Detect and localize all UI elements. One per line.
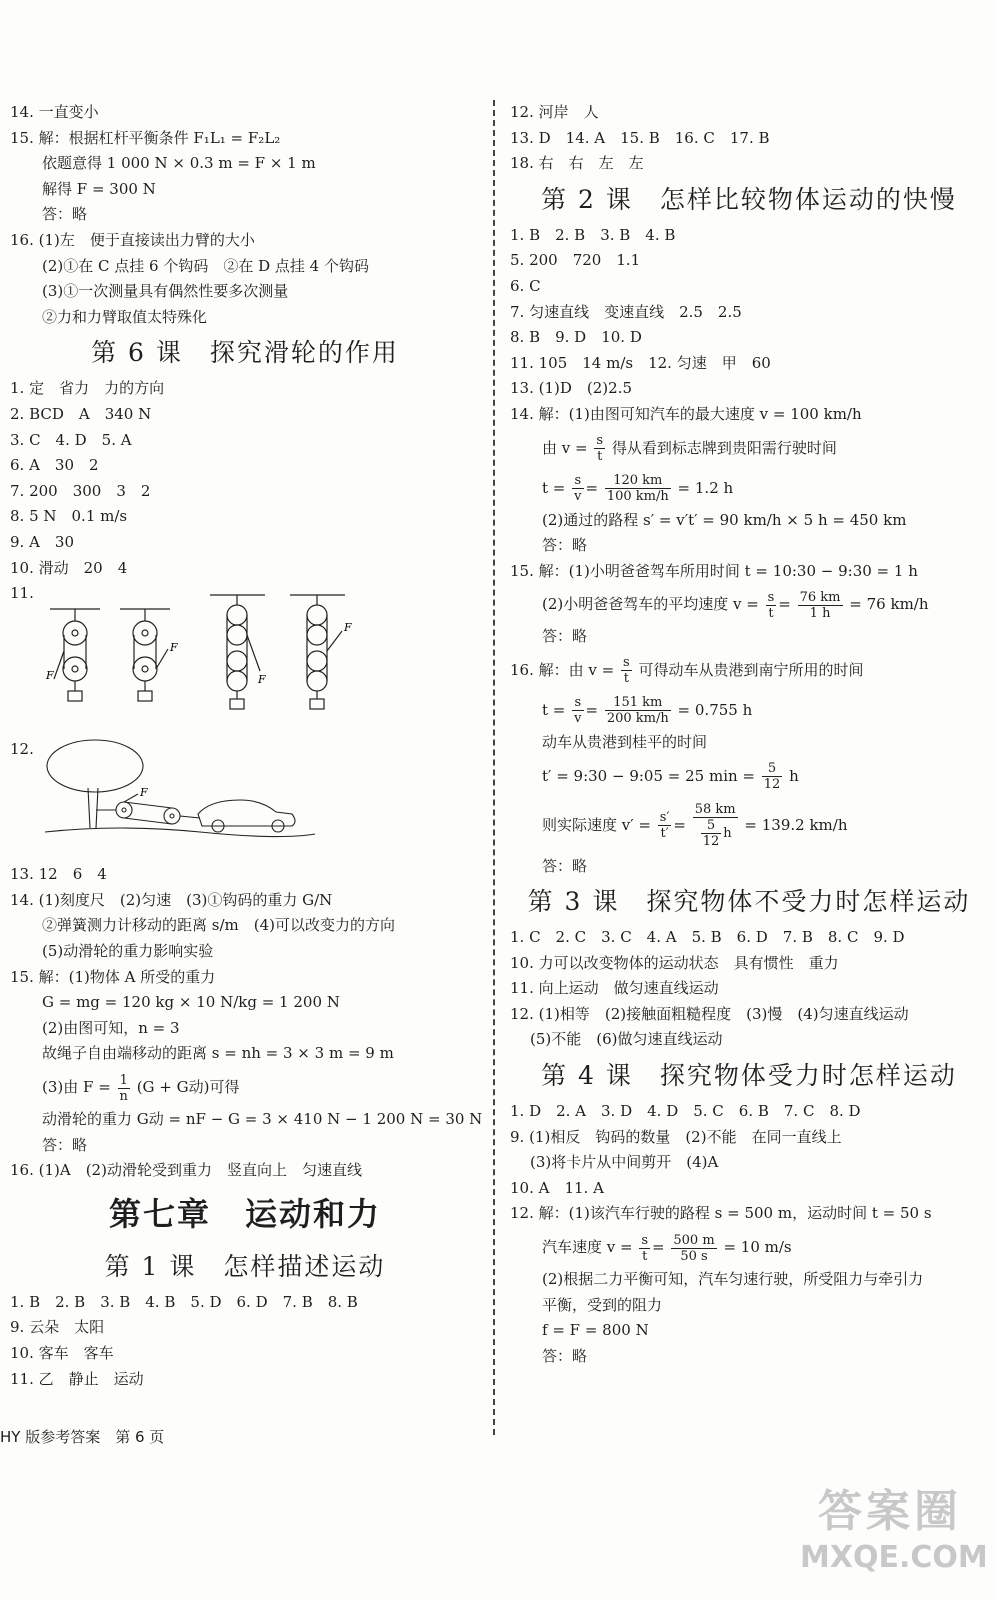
answer-formula-line: 由 v = $\frac{s}{t}$ 得从看到标志牌到贵阳需行驶时间 xyxy=(542,433,837,465)
fraction: $\frac{s}{v}$ xyxy=(574,695,582,727)
answer-line: (3)将卡片从中间剪开 (4)A xyxy=(530,1153,719,1172)
chapter-title: 第七章 运动和力 xyxy=(108,1194,381,1233)
answer-line: 13. (1)D (2)2.5 xyxy=(510,379,632,398)
answer-line: 解得 F = 300 N xyxy=(42,179,156,198)
answer-line: 11. 向上运动 做匀速直线运动 xyxy=(510,979,719,998)
answer-formula-line: 汽车速度 v = $\frac{s}{t}$ = $\frac{500 m}{50 s}$ = 10 m/s xyxy=(542,1232,792,1264)
answer-line: 1. B 2. B 3. B 4. B 5. D 6. D 7. B 8. B xyxy=(10,1292,358,1311)
answer-line: 答：略 xyxy=(42,1135,88,1154)
answer-line: 18. 右 右 左 左 xyxy=(510,154,644,173)
answer-line: 7. 匀速直线 变速直线 2.5 2.5 xyxy=(510,302,742,321)
force-label: F xyxy=(140,786,148,800)
answer-line: 8. 5 N 0.1 m/s xyxy=(10,507,128,526)
answer-line: 13. 12 6 4 xyxy=(10,865,107,884)
answer-formula-line: (3)由 F = $\frac{1}{n}$ (G + G动)可得 xyxy=(42,1072,240,1104)
fraction: 58 km $\frac{5}{12}$ h xyxy=(694,802,736,849)
force-label: F xyxy=(344,620,352,634)
answer-line: 故绳子自由端移动的距离 s = nh = 3 × 3 m = 9 m xyxy=(42,1044,394,1063)
answer-line: 1. C 2. C 3. C 4. A 5. B 6. D 7. B 8. C 9. D xyxy=(510,928,905,947)
answer-line: (5)动滑轮的重力影响实验 xyxy=(42,942,214,961)
answer-formula-line: t = $\frac{s}{v}$ = $\frac{120 km}{100 km/h}$ = 1.2 h xyxy=(542,473,734,505)
fraction: $\frac{s'}{t'}$ xyxy=(659,810,670,841)
fraction: $\frac{s}{t}$ xyxy=(641,1232,649,1264)
answer-line: 15. 解：(1)小明爸爸驾车所用时间 t = 10:30 − 9:30 = 1 h xyxy=(510,561,918,580)
lesson-title: 第 1 课 怎样描述运动 xyxy=(104,1251,386,1281)
answer-line: 动车从贵港到桂平的时间 xyxy=(542,732,708,751)
answer-line: 答：略 xyxy=(42,205,88,224)
answer-line: (2)通过的路程 s′ = v′t′ = 90 km/h × 5 h = 450 km xyxy=(542,510,907,529)
answer-line: 依题意得 1 000 N × 0.3 m = F × 1 m xyxy=(42,154,316,173)
answer-line: 10. A 11. A xyxy=(510,1178,604,1197)
answer-line: 9. A 30 xyxy=(10,532,74,551)
answer-line: (3)①一次测量具有偶然性要多次测量 xyxy=(42,282,289,301)
pulley-diagram xyxy=(40,591,370,721)
lesson-title: 第 3 课 探究物体不受力时怎样运动 xyxy=(527,887,971,917)
answer-line: 答：略 xyxy=(542,1346,588,1365)
answer-line: 14. 一直变小 xyxy=(10,103,99,121)
fraction: $\frac{500 m}{50 s}$ xyxy=(673,1232,715,1264)
answer-line: 12. 河岸 人 xyxy=(510,103,599,121)
answer-line: 答：略 xyxy=(542,627,588,646)
fraction: $\frac{5}{12}$ xyxy=(702,818,720,849)
answer-line: 15. 解：(1)物体 A 所受的重力 xyxy=(10,967,216,986)
answer-line: 答：略 xyxy=(542,536,588,555)
fraction: $\frac{5}{12}$ xyxy=(763,761,781,792)
answer-line: 16. (1)左 便于直接读出力臂的大小 xyxy=(10,230,255,249)
answer-formula-line: t′ = 9:30 − 9:05 = 25 min = $\frac{5}{12}$ h xyxy=(542,761,799,792)
answer-line: 平衡，受到的阻力 xyxy=(542,1295,663,1314)
answer-line: ②力和力臂取值太特殊化 xyxy=(42,307,208,326)
lesson-title: 第 2 课 怎样比较物体运动的快慢 xyxy=(541,184,957,214)
page-footer: HY 版参考答案 第 6 页 xyxy=(0,1428,165,1446)
answer-line: (2)由图可知，n = 3 xyxy=(42,1018,180,1037)
answer-line: 11. 105 14 m/s 12. 匀速 甲 60 xyxy=(510,353,771,372)
answer-line: ②弹簧测力计移动的距离 s/m (4)可以改变力的方向 xyxy=(42,916,395,935)
fraction: $\frac{s}{v}$ xyxy=(574,473,582,505)
answer-line: 6. A 30 2 xyxy=(10,456,99,475)
answer-line: 14. (1)刻度尺 (2)匀速 (3)①钩码的重力 G/N xyxy=(10,890,333,909)
answer-formula-line: 则实际速度 v′ = $\frac{s'}{t'}$ = 58 km $\frac{5}{12}$ h = 139.2 km/h xyxy=(542,802,848,849)
answer-line: 9. (1)相反 钩码的数量 (2)不能 在同一直线上 xyxy=(510,1127,842,1146)
left-column xyxy=(10,100,483,1392)
answer-line: 8. B 9. D 10. D xyxy=(510,328,642,347)
answer-line: (5)不能 (6)做匀速直线运动 xyxy=(530,1030,723,1049)
answer-line: (2)根据二力平衡可知，汽车匀速行驶，所受阻力与牵引力 xyxy=(542,1270,924,1289)
fraction: $\frac{s}{t}$ xyxy=(622,655,630,687)
answer-line: 1. 定 省力 力的方向 xyxy=(10,379,165,398)
fraction: $\frac{151 km}{200 km/h}$ xyxy=(606,695,669,727)
fraction: $\frac{1}{n}$ xyxy=(119,1072,128,1104)
answer-line: 10. 力可以改变物体的运动状态 具有惯性 重力 xyxy=(510,953,839,972)
answer-line: 动滑轮的重力 G动 = nF − G = 3 × 410 N − 1 200 N = 30 N xyxy=(42,1110,483,1129)
answer-line: 10. 滑动 20 4 xyxy=(10,558,128,577)
force-label: F xyxy=(258,672,266,686)
answer-line: 13. D 14. A 15. B 16. C 17. B xyxy=(510,128,770,147)
force-label: F xyxy=(46,668,54,682)
answer-line: 11. xyxy=(10,584,34,603)
answer-line: 16. (1)A (2)动滑轮受到重力 竖直向上 匀速直线 xyxy=(10,1161,362,1180)
answer-formula-line: (2)小明爸爸驾车的平均速度 v = $\frac{s}{t}$ = $\frac{76 km}{1 h}$ = 76 km/h xyxy=(542,589,929,621)
answer-line: 12. 解：(1)该汽车行驶的路程 s = 500 m，运动时间 t = 50 s xyxy=(510,1204,932,1223)
answer-line: 14. 解：(1)由图可知汽车的最大速度 v = 100 km/h xyxy=(510,404,862,423)
fraction: $\frac{76 km}{1 h}$ xyxy=(799,589,841,621)
answer-line: 9. 云朵 太阳 xyxy=(10,1318,105,1337)
lesson-title: 第 6 课 探究滑轮的作用 xyxy=(91,338,399,368)
answer-line: 7. 200 300 3 2 xyxy=(10,481,151,500)
answer-line: 1. B 2. B 3. B 4. B xyxy=(510,225,676,244)
answer-line: f = F = 800 N xyxy=(542,1321,649,1340)
force-label: F xyxy=(170,640,178,654)
watermark-logo: 答案圈 MXQE.COM xyxy=(800,1486,988,1575)
answer-formula-line: t = $\frac{s}{v}$ = $\frac{151 km}{200 km/h}$ = 0.755 h xyxy=(542,695,753,727)
answer-line: (2)①在 C 点挂 6 个钩码 ②在 D 点挂 4 个钩码 xyxy=(42,256,369,275)
answer-line: 10. 客车 客车 xyxy=(10,1344,114,1362)
answer-line: 12. (1)相等 (2)接触面粗糙程度 (3)慢 (4)匀速直线运动 xyxy=(510,1004,909,1023)
tree-car-diagram xyxy=(40,736,320,846)
column-divider xyxy=(493,100,495,1435)
answer-line: 1. D 2. A 3. D 4. D 5. C 6. B 7. C 8. D xyxy=(510,1102,861,1121)
fraction: $\frac{s}{t}$ xyxy=(767,589,775,621)
fraction: $\frac{s}{t}$ xyxy=(596,433,604,465)
answer-formula-line: 16. 解：由 v = $\frac{s}{t}$ 可得动车从贵港到南宁所用的时间 xyxy=(510,655,864,687)
answer-line: 6. C xyxy=(510,276,541,295)
pulley-figures xyxy=(40,607,480,737)
answer-line: 5. 200 720 1.1 xyxy=(510,251,641,270)
lesson-title: 第 4 课 探究物体受力时怎样运动 xyxy=(541,1061,957,1091)
right-column xyxy=(510,100,988,1369)
tree-car-figure xyxy=(40,762,480,862)
answer-line: 12. xyxy=(10,739,34,758)
answer-line: 答：略 xyxy=(542,856,588,875)
answer-line: 15. 解：根据杠杆平衡条件 F₁L₁ = F₂L₂ xyxy=(10,128,281,147)
answer-line: 2. BCD A 340 N xyxy=(10,404,152,423)
answer-line: G = mg = 120 kg × 10 N/kg = 1 200 N xyxy=(42,993,340,1012)
fraction: $\frac{120 km}{100 km/h}$ xyxy=(606,473,669,505)
answer-line: 3. C 4. D 5. A xyxy=(10,430,132,449)
answer-line: 11. 乙 静止 运动 xyxy=(10,1369,144,1388)
